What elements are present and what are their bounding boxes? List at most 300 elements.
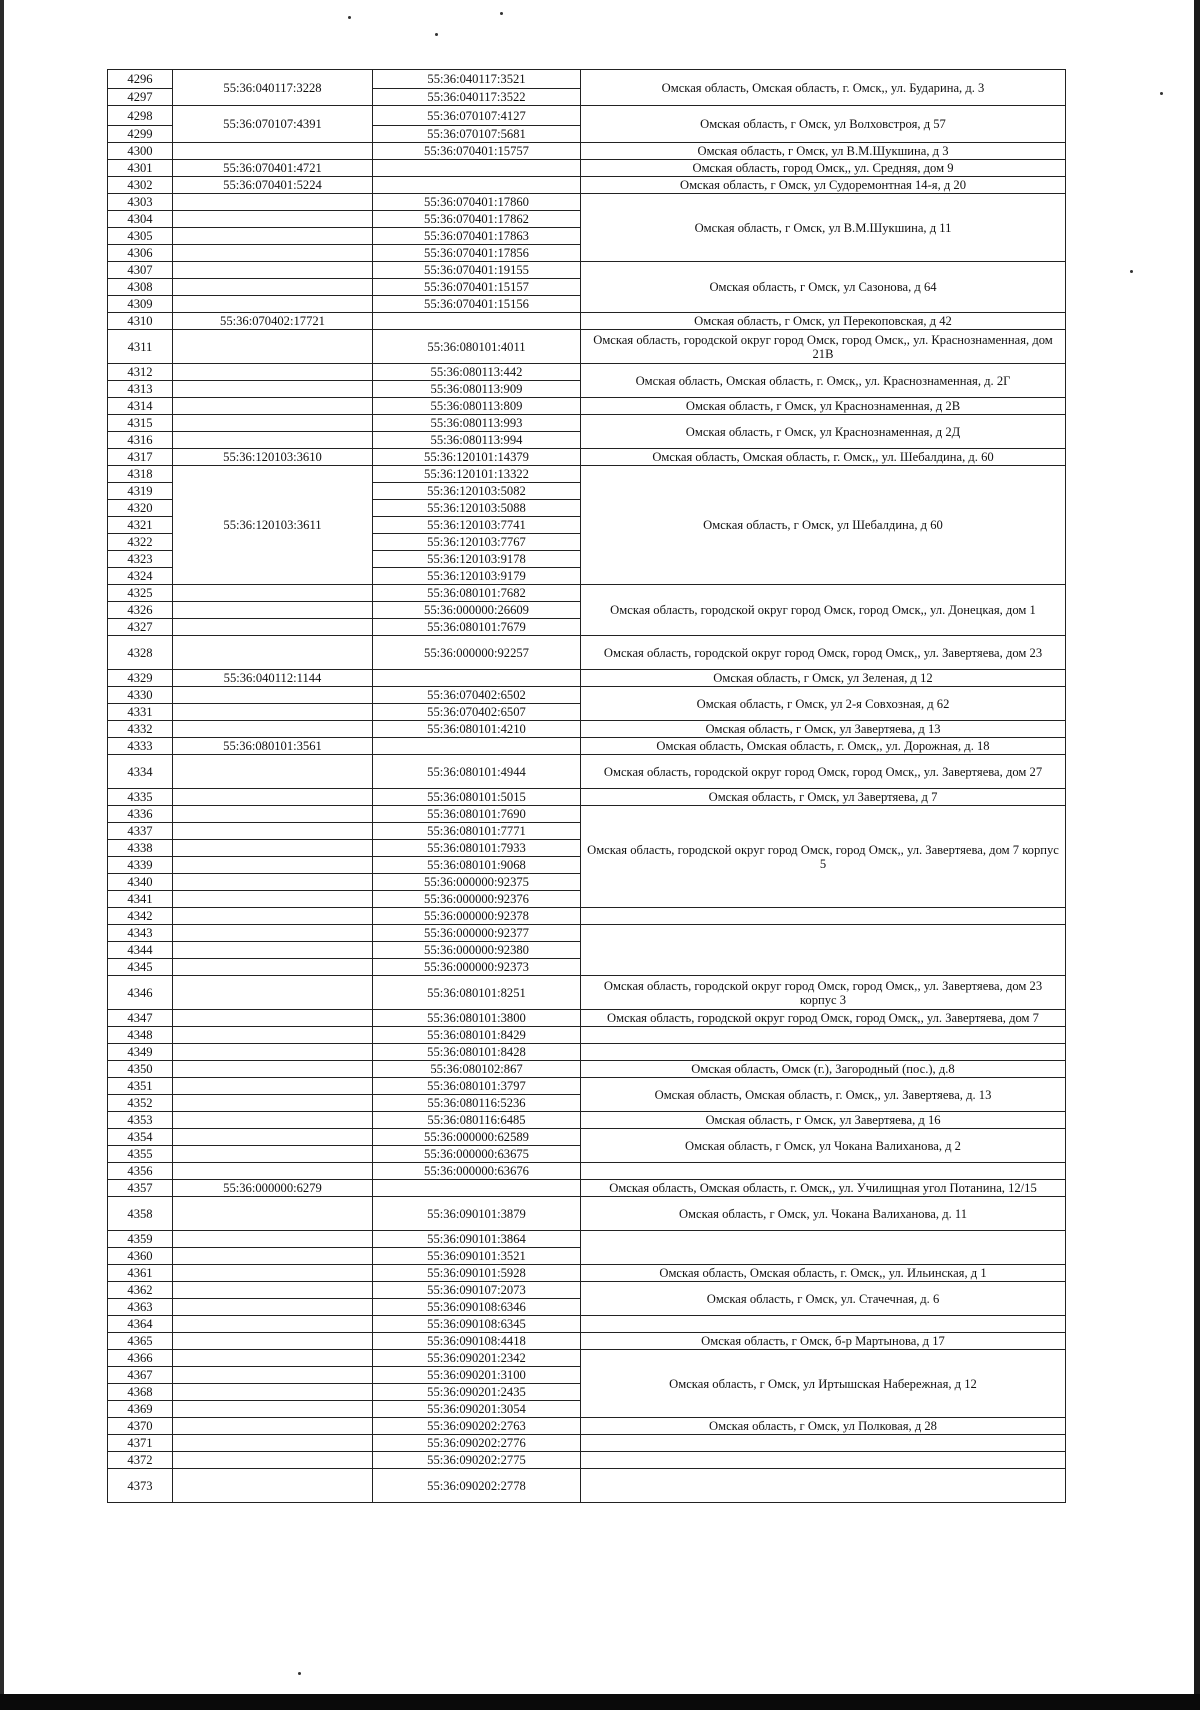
cell-cad: 55:36:080113:442 [373, 364, 581, 381]
cell-land [173, 789, 373, 806]
cell-n: 4329 [108, 670, 173, 687]
scan-speck [500, 12, 503, 15]
cell-n: 4345 [108, 959, 173, 976]
cell-cad: 55:36:000000:92375 [373, 874, 581, 891]
cell-n: 4347 [108, 1010, 173, 1027]
cell-land [173, 857, 373, 874]
cell-n: 4373 [108, 1469, 173, 1503]
cell-cad: 55:36:080102:867 [373, 1061, 581, 1078]
table-row [108, 755, 1066, 789]
cell-land [173, 1061, 373, 1078]
cell-cad: 55:36:080113:994 [373, 432, 581, 449]
cell-land [173, 1401, 373, 1418]
table-row [108, 1112, 1066, 1129]
cell-cad: 55:36:080113:909 [373, 381, 581, 398]
table-row [108, 262, 1066, 279]
cell-n: 4302 [108, 177, 173, 194]
cell-n: 4366 [108, 1350, 173, 1367]
cell-addr: Омская область, городской округ город Омск, город Омск,, ул. Завертяева, дом 7 [581, 1010, 1066, 1027]
table-row [108, 106, 1066, 126]
cell-cad: 55:36:080101:9068 [373, 857, 581, 874]
cell-n: 4361 [108, 1265, 173, 1282]
cell-cad: 55:36:090201:2435 [373, 1384, 581, 1401]
cell-n: 4314 [108, 398, 173, 415]
table-row [108, 364, 1066, 381]
cell-land: 55:36:040117:3228 [173, 70, 373, 106]
cell-cad: 55:36:000000:63676 [373, 1163, 581, 1180]
cell-n: 4364 [108, 1316, 173, 1333]
cell-n: 4331 [108, 704, 173, 721]
cell-land [173, 585, 373, 602]
cell-n: 4327 [108, 619, 173, 636]
cell-cad: 55:36:120103:7767 [373, 534, 581, 551]
cell-addr: Омская область, г Омск, ул Завертяева, д 13 [581, 721, 1066, 738]
cell-land [173, 381, 373, 398]
cell-land [173, 1384, 373, 1401]
cell-n: 4308 [108, 279, 173, 296]
cell-land [173, 823, 373, 840]
table-row [108, 1129, 1066, 1146]
cell-n: 4349 [108, 1044, 173, 1061]
cell-land [173, 1265, 373, 1282]
cell-cad: 55:36:090101:3521 [373, 1248, 581, 1265]
cell-land [173, 143, 373, 160]
table-row [108, 70, 1066, 89]
scan-speck [1160, 92, 1163, 95]
table-row [108, 160, 1066, 177]
cell-land [173, 602, 373, 619]
cell-addr: Омская область, г Омск, ул Чокана Валиханова, д 2 [581, 1129, 1066, 1163]
cell-cad: 55:36:080101:4210 [373, 721, 581, 738]
cell-n: 4356 [108, 1163, 173, 1180]
table-row [108, 1231, 1066, 1248]
cell-cad: 55:36:080101:7682 [373, 585, 581, 602]
cell-cad: 55:36:070402:6507 [373, 704, 581, 721]
cell-land [173, 1163, 373, 1180]
table-row [108, 1350, 1066, 1367]
cell-n: 4296 [108, 70, 173, 89]
cell-cad: 55:36:090202:2775 [373, 1452, 581, 1469]
cell-land [173, 1095, 373, 1112]
cell-addr [581, 1316, 1066, 1333]
table-row [108, 976, 1066, 1010]
cell-n: 4330 [108, 687, 173, 704]
cell-addr: Омская область, городской округ город Омск, город Омск,, ул. Завертяева, дом 23 корпус 3 [581, 976, 1066, 1010]
cell-cad [373, 670, 581, 687]
cell-addr [581, 1435, 1066, 1452]
cell-addr: Омская область, Омская область, г. Омск,, ул. Ильинская, д 1 [581, 1265, 1066, 1282]
cell-addr: Омская область, городской округ город Омск, город Омск,, ул. Завертяева, дом 23 [581, 636, 1066, 670]
cell-land [173, 976, 373, 1010]
table-row [108, 1282, 1066, 1299]
cell-land [173, 1027, 373, 1044]
cell-addr: Омская область, г Омск, ул Краснознаменная, д 2В [581, 398, 1066, 415]
cell-n: 4313 [108, 381, 173, 398]
cell-n: 4310 [108, 313, 173, 330]
cell-n: 4301 [108, 160, 173, 177]
cell-n: 4353 [108, 1112, 173, 1129]
table-row [108, 1061, 1066, 1078]
cell-cad: 55:36:090202:2776 [373, 1435, 581, 1452]
cell-land [173, 687, 373, 704]
cell-cad: 55:36:070401:17856 [373, 245, 581, 262]
cell-cad: 55:36:080101:8429 [373, 1027, 581, 1044]
cell-land: 55:36:080101:3561 [173, 738, 373, 755]
cell-land [173, 1452, 373, 1469]
cell-land: 55:36:070401:4721 [173, 160, 373, 177]
cell-land [173, 1282, 373, 1299]
cell-addr [581, 1044, 1066, 1061]
table-row [108, 738, 1066, 755]
cell-n: 4315 [108, 415, 173, 432]
cell-n: 4299 [108, 126, 173, 143]
scan-speck [1130, 270, 1133, 273]
cell-cad: 55:36:090201:3054 [373, 1401, 581, 1418]
cell-cad: 55:36:090101:3879 [373, 1197, 581, 1231]
cell-n: 4348 [108, 1027, 173, 1044]
cell-land [173, 415, 373, 432]
registry-table [107, 69, 1066, 1503]
cell-cad: 55:36:000000:92376 [373, 891, 581, 908]
cell-cad: 55:36:070401:15757 [373, 143, 581, 160]
cell-land [173, 245, 373, 262]
cell-cad: 55:36:070401:17863 [373, 228, 581, 245]
table-row [108, 1078, 1066, 1095]
table-row [108, 415, 1066, 432]
cell-land [173, 1350, 373, 1367]
cell-land [173, 908, 373, 925]
cell-land [173, 721, 373, 738]
cell-n: 4320 [108, 500, 173, 517]
cell-cad: 55:36:080101:7690 [373, 806, 581, 823]
cell-land [173, 925, 373, 942]
table-row [108, 1469, 1066, 1503]
cell-cad: 55:36:090108:6346 [373, 1299, 581, 1316]
cell-cad: 55:36:090202:2778 [373, 1469, 581, 1503]
cell-cad: 55:36:000000:92377 [373, 925, 581, 942]
cell-cad: 55:36:090108:4418 [373, 1333, 581, 1350]
cell-n: 4318 [108, 466, 173, 483]
cell-n: 4333 [108, 738, 173, 755]
cell-addr [581, 925, 1066, 976]
cell-cad: 55:36:120101:14379 [373, 449, 581, 466]
cell-n: 4326 [108, 602, 173, 619]
cell-cad: 55:36:080113:993 [373, 415, 581, 432]
cell-cad: 55:36:080101:4944 [373, 755, 581, 789]
cell-n: 4346 [108, 976, 173, 1010]
cell-cad: 55:36:080101:4011 [373, 330, 581, 364]
cell-land [173, 891, 373, 908]
scan-speck [435, 33, 438, 36]
table-row [108, 687, 1066, 704]
cell-land [173, 364, 373, 381]
cell-land [173, 1197, 373, 1231]
cell-addr: Омская область, г Омск, ул Краснознаменная, д 2Д [581, 415, 1066, 449]
cell-cad: 55:36:070402:6502 [373, 687, 581, 704]
cell-cad: 55:36:000000:92373 [373, 959, 581, 976]
cell-cad: 55:36:120103:9178 [373, 551, 581, 568]
cell-cad: 55:36:120101:13322 [373, 466, 581, 483]
cell-cad: 55:36:080113:809 [373, 398, 581, 415]
cell-n: 4363 [108, 1299, 173, 1316]
cell-land [173, 1299, 373, 1316]
cell-addr: Омская область, г Омск, ул Зеленая, д 12 [581, 670, 1066, 687]
scan-speck [348, 16, 351, 19]
cell-land [173, 874, 373, 891]
cell-addr: Омская область, Омская область, г. Омск,, ул. Дорожная, д. 18 [581, 738, 1066, 755]
cell-n: 4365 [108, 1333, 173, 1350]
cell-land [173, 330, 373, 364]
table-row [108, 789, 1066, 806]
cell-cad: 55:36:070107:4127 [373, 106, 581, 126]
cell-n: 4321 [108, 517, 173, 534]
table-row [108, 1044, 1066, 1061]
cell-n: 4350 [108, 1061, 173, 1078]
table-row [108, 1180, 1066, 1197]
cell-land [173, 432, 373, 449]
cell-n: 4324 [108, 568, 173, 585]
table-row [108, 1265, 1066, 1282]
cell-n: 4323 [108, 551, 173, 568]
cell-n: 4328 [108, 636, 173, 670]
cell-addr: Омская область, г Омск, ул Перекоповская, д 42 [581, 313, 1066, 330]
cell-cad [373, 313, 581, 330]
cell-addr: Омская область, Омская область, г. Омск,, ул. Шебалдина, д. 60 [581, 449, 1066, 466]
cell-n: 4305 [108, 228, 173, 245]
cell-addr [581, 1231, 1066, 1265]
cell-land [173, 1112, 373, 1129]
cell-land [173, 398, 373, 415]
cell-addr: Омская область, городской округ город Омск, город Омск,, ул. Краснознаменная, дом 21В [581, 330, 1066, 364]
cell-addr: Омская область, Омская область, г. Омск,, ул. Завертяева, д. 13 [581, 1078, 1066, 1112]
cell-land [173, 1367, 373, 1384]
cell-n: 4336 [108, 806, 173, 823]
cell-n: 4343 [108, 925, 173, 942]
table-row [108, 143, 1066, 160]
cell-cad: 55:36:080101:3797 [373, 1078, 581, 1095]
table-row [108, 1010, 1066, 1027]
cell-n: 4312 [108, 364, 173, 381]
table-row [108, 1316, 1066, 1333]
cell-n: 4351 [108, 1078, 173, 1095]
cell-cad [373, 177, 581, 194]
table-row [108, 1027, 1066, 1044]
cell-cad: 55:36:120103:5088 [373, 500, 581, 517]
cell-n: 4298 [108, 106, 173, 126]
cell-n: 4359 [108, 1231, 173, 1248]
cell-cad: 55:36:080101:8251 [373, 976, 581, 1010]
table-row [108, 466, 1066, 483]
table-row [108, 908, 1066, 925]
cell-cad: 55:36:070401:15157 [373, 279, 581, 296]
cell-land: 55:36:120103:3611 [173, 466, 373, 585]
cell-n: 4338 [108, 840, 173, 857]
cell-cad: 55:36:070401:17860 [373, 194, 581, 211]
cell-n: 4316 [108, 432, 173, 449]
scan-bottom-edge [0, 1694, 1200, 1710]
cell-land [173, 228, 373, 245]
cell-n: 4360 [108, 1248, 173, 1265]
cell-addr: Омская область, город Омск,, ул. Средняя, дом 9 [581, 160, 1066, 177]
cell-addr [581, 1163, 1066, 1180]
cell-n: 4303 [108, 194, 173, 211]
cell-addr: Омская область, г Омск, ул Полковая, д 28 [581, 1418, 1066, 1435]
cell-land [173, 636, 373, 670]
table-row [108, 925, 1066, 942]
cell-n: 4322 [108, 534, 173, 551]
cell-n: 4339 [108, 857, 173, 874]
cell-cad: 55:36:120103:9179 [373, 568, 581, 585]
cell-addr: Омская область, городской округ город Омск, город Омск,, ул. Завертяева, дом 7 корпус 5 [581, 806, 1066, 908]
cell-cad: 55:36:000000:62589 [373, 1129, 581, 1146]
cell-land: 55:36:040112:1144 [173, 670, 373, 687]
cell-cad: 55:36:090201:2342 [373, 1350, 581, 1367]
cell-addr: Омская область, г Омск, ул Иртышская Набережная, д 12 [581, 1350, 1066, 1418]
cell-land: 55:36:070401:5224 [173, 177, 373, 194]
cell-land: 55:36:120103:3610 [173, 449, 373, 466]
cell-land: 55:36:070107:4391 [173, 106, 373, 143]
cell-addr: Омская область, г Омск, ул В.М.Шукшина, д 3 [581, 143, 1066, 160]
cell-n: 4370 [108, 1418, 173, 1435]
cell-cad: 55:36:080101:8428 [373, 1044, 581, 1061]
cell-n: 4307 [108, 262, 173, 279]
cell-n: 4369 [108, 1401, 173, 1418]
cell-cad: 55:36:090101:5928 [373, 1265, 581, 1282]
cell-cad: 55:36:040117:3522 [373, 89, 581, 106]
cell-land [173, 211, 373, 228]
table-row [108, 1333, 1066, 1350]
cell-cad: 55:36:070401:17862 [373, 211, 581, 228]
cell-addr: Омская область, г Омск, ул. Стачечная, д. 6 [581, 1282, 1066, 1316]
cell-cad: 55:36:080101:7771 [373, 823, 581, 840]
cell-addr: Омская область, Омская область, г. Омск,, ул. Бударина, д. 3 [581, 70, 1066, 106]
cell-n: 4304 [108, 211, 173, 228]
cell-land [173, 1316, 373, 1333]
cell-cad: 55:36:080101:7933 [373, 840, 581, 857]
cell-n: 4371 [108, 1435, 173, 1452]
cell-land [173, 1333, 373, 1350]
scan-left-edge [0, 0, 4, 1710]
table-row [108, 1163, 1066, 1180]
cell-land [173, 1231, 373, 1248]
table-row [108, 1452, 1066, 1469]
cell-land [173, 704, 373, 721]
cell-cad: 55:36:090107:2073 [373, 1282, 581, 1299]
cell-cad: 55:36:070401:19155 [373, 262, 581, 279]
cell-land: 55:36:070402:17721 [173, 313, 373, 330]
cell-addr: Омская область, Омск (г.), Загородный (пос.), д.8 [581, 1061, 1066, 1078]
cell-cad: 55:36:120103:7741 [373, 517, 581, 534]
cell-addr: Омская область, г Омск, ул Сазонова, д 64 [581, 262, 1066, 313]
table-row [108, 194, 1066, 211]
cell-n: 4355 [108, 1146, 173, 1163]
cell-land [173, 1078, 373, 1095]
cell-cad: 55:36:000000:26609 [373, 602, 581, 619]
table-row [108, 313, 1066, 330]
cell-n: 4354 [108, 1129, 173, 1146]
cell-land [173, 959, 373, 976]
cell-addr [581, 1469, 1066, 1503]
table-row [108, 636, 1066, 670]
cell-n: 4300 [108, 143, 173, 160]
cell-cad [373, 738, 581, 755]
cell-cad: 55:36:080101:3800 [373, 1010, 581, 1027]
cell-land [173, 840, 373, 857]
cell-cad: 55:36:120103:5082 [373, 483, 581, 500]
cell-n: 4357 [108, 1180, 173, 1197]
cell-land [173, 1248, 373, 1265]
cell-n: 4337 [108, 823, 173, 840]
scan-right-edge [1194, 0, 1200, 1710]
cell-n: 4372 [108, 1452, 173, 1469]
cell-n: 4311 [108, 330, 173, 364]
cell-n: 4362 [108, 1282, 173, 1299]
cell-addr: Омская область, г Омск, ул В.М.Шукшина, д 11 [581, 194, 1066, 262]
cell-n: 4340 [108, 874, 173, 891]
cell-land [173, 1435, 373, 1452]
cell-addr: Омская область, г Омск, ул Шебалдина, д 60 [581, 466, 1066, 585]
cell-land [173, 262, 373, 279]
cell-cad: 55:36:000000:92257 [373, 636, 581, 670]
cell-land [173, 1129, 373, 1146]
cell-n: 4317 [108, 449, 173, 466]
cell-addr: Омская область, Омская область, г. Омск,, ул. Училищная угол Потанина, 12/15 [581, 1180, 1066, 1197]
cell-land [173, 806, 373, 823]
cell-addr: Омская область, Омская область, г. Омск,, ул. Краснознаменная, д. 2Г [581, 364, 1066, 398]
cell-n: 4297 [108, 89, 173, 106]
cell-land [173, 194, 373, 211]
table-row [108, 1197, 1066, 1231]
cell-n: 4319 [108, 483, 173, 500]
cell-cad: 55:36:040117:3521 [373, 70, 581, 89]
cell-land [173, 1146, 373, 1163]
cell-addr: Омская область, г Омск, ул Завертяева, д 7 [581, 789, 1066, 806]
cell-addr: Омская область, г Омск, ул Волховстроя, д 57 [581, 106, 1066, 143]
table-row [108, 721, 1066, 738]
cell-addr: Омская область, городской округ город Омск, город Омск,, ул. Донецкая, дом 1 [581, 585, 1066, 636]
cell-land: 55:36:000000:6279 [173, 1180, 373, 1197]
cell-addr [581, 908, 1066, 925]
cell-n: 4367 [108, 1367, 173, 1384]
cell-cad [373, 160, 581, 177]
cell-land [173, 1044, 373, 1061]
cell-land [173, 296, 373, 313]
cell-n: 4358 [108, 1197, 173, 1231]
table-row [108, 449, 1066, 466]
cell-addr: Омская область, городской округ город Омск, город Омск,, ул. Завертяева, дом 27 [581, 755, 1066, 789]
cell-n: 4335 [108, 789, 173, 806]
table-row [108, 1418, 1066, 1435]
cell-cad: 55:36:070401:15156 [373, 296, 581, 313]
cell-cad: 55:36:000000:63675 [373, 1146, 581, 1163]
table-row [108, 1435, 1066, 1452]
cell-cad: 55:36:080116:6485 [373, 1112, 581, 1129]
table-row [108, 585, 1066, 602]
table-row [108, 177, 1066, 194]
cell-land [173, 1469, 373, 1503]
cell-n: 4342 [108, 908, 173, 925]
cell-addr: Омская область, г Омск, б-р Мартынова, д 17 [581, 1333, 1066, 1350]
cell-land [173, 1418, 373, 1435]
cell-addr: Омская область, г Омск, ул Судоремонтная 14-я, д 20 [581, 177, 1066, 194]
cell-addr: Омская область, г Омск, ул. Чокана Валиханова, д. 11 [581, 1197, 1066, 1231]
table-row [108, 398, 1066, 415]
cell-cad: 55:36:080101:7679 [373, 619, 581, 636]
cell-n: 4334 [108, 755, 173, 789]
cell-n: 4306 [108, 245, 173, 262]
cell-n: 4309 [108, 296, 173, 313]
registry-body [108, 70, 1066, 1503]
